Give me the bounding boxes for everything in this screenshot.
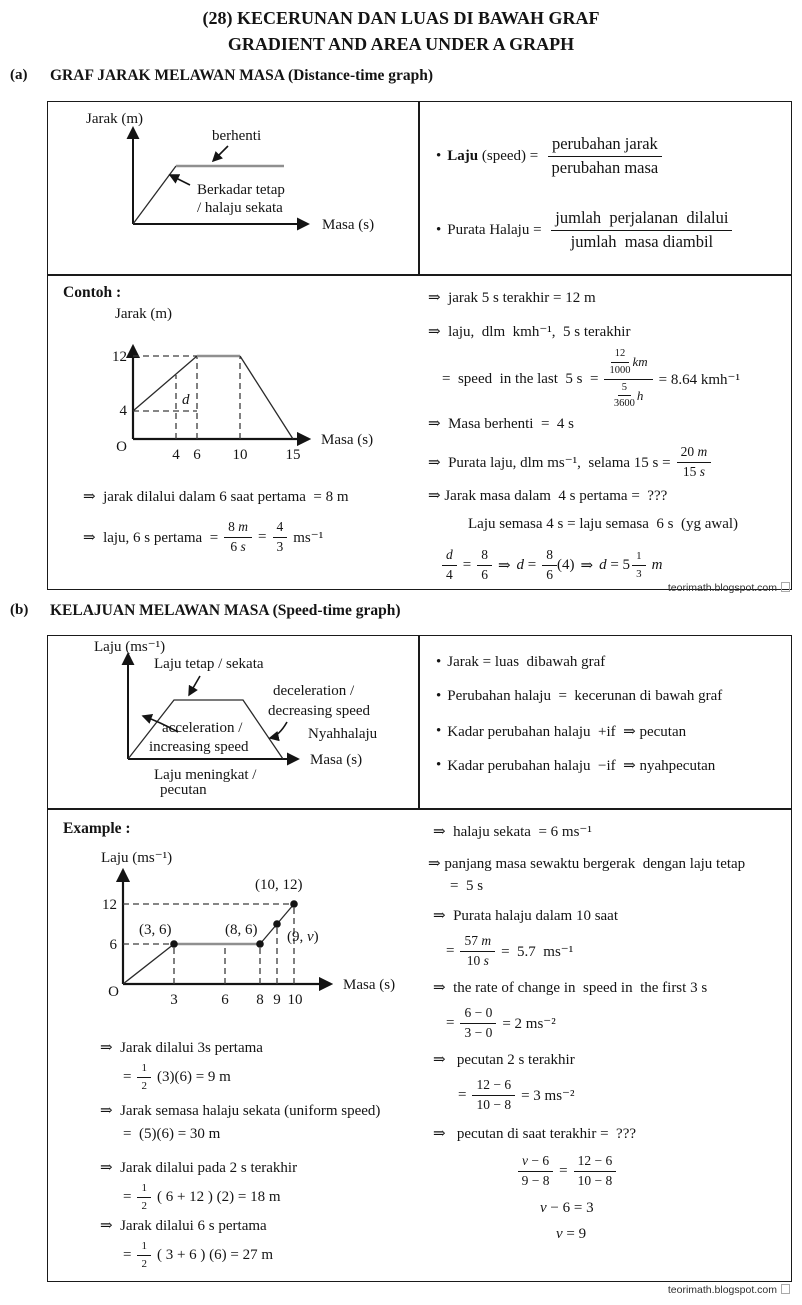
point-label-3-6: (3, 6) [139, 922, 172, 938]
origin-label: O [116, 439, 127, 455]
y-axis-label: Laju (ms⁻¹) [101, 850, 173, 866]
acceleration-label-2: increasing speed [149, 739, 249, 755]
section-b-heading: KELAJUAN MELAWAN MASA (Speed-time graph) [50, 602, 401, 619]
watermark-square-icon [781, 1284, 790, 1294]
fraction: $\frac{12 - 6}{10 - 8}$ [472, 1078, 515, 1113]
working-line: = $\frac{1}{2}$ (3)(6) = 9 m [123, 1062, 231, 1092]
page-title-line2: GRADIENT AND AREA UNDER A GRAPH [227, 34, 575, 54]
watermark: teorimath.blogspot.com [668, 1284, 790, 1296]
working-line: Laju semasa 4 s = laju semasa 6 s (yg awal) [468, 516, 739, 532]
fraction: $\frac{1}{2}$ [137, 1240, 151, 1269]
speed-formula-bold: Laju [447, 147, 479, 164]
working-line: ⇒ Purata laju, dlm ms⁻¹, selama 15 s = $\frac{20 m}{15 s}$ [428, 438, 711, 486]
table-a-vertical-divider [418, 102, 420, 274]
contoh-title: Contoh : [63, 284, 122, 301]
top-label-arrow [189, 676, 200, 695]
bullet-icon: • [436, 147, 442, 164]
x-axis-label: Masa (s) [310, 752, 363, 768]
rising-segment-1 [123, 944, 174, 984]
contoh-graph [73, 304, 453, 472]
deceleration-arrow [270, 722, 287, 738]
fraction: $\frac{6 - 0}{3 - 0}$ [460, 1006, 496, 1041]
fraction: $\frac{v - 6}{9 - 8}$ [518, 1154, 553, 1189]
fraction: $\frac{4}{3}$ [273, 520, 288, 555]
deceleration-label-1: deceleration / [273, 683, 355, 699]
d-label: d [182, 392, 190, 408]
berhenti-label: berhenti [212, 128, 262, 144]
x-tick-10: 10 [232, 447, 248, 463]
fraction: $\frac{20 m}{15 s}$ [677, 445, 712, 480]
fraction: $\frac{8}{6}$ [477, 548, 492, 583]
working-line: ⇒ jarak 5 s terakhir = 12 m [428, 290, 596, 306]
page-title-line1: (28) KECERUNAN DAN LUAS DI BAWAH GRAF [202, 8, 600, 28]
x-tick-4: 4 [172, 447, 180, 463]
fraction: $\frac{12 - 6}{10 - 8}$ [574, 1154, 617, 1189]
fraction: $\frac{57 m}{10 s}$ [460, 934, 495, 969]
table-a [47, 101, 792, 590]
section-a-label: (a) [10, 67, 28, 83]
berhenti-arrow [213, 146, 228, 161]
fraction: $\frac{1}{2}$ [137, 1062, 151, 1091]
x-tick-6: 6 [221, 992, 229, 1008]
fraction: $\frac{8 m}{6 s}$ [224, 520, 252, 555]
y-tick-12: 12 [102, 897, 117, 913]
example-graph [73, 844, 473, 1030]
y-axis-label: Jarak (m) [86, 111, 144, 127]
increasing-speed-label-1: Laju meningkat / [154, 767, 257, 783]
rising-segment [133, 166, 176, 224]
working-line: ⇒ laju, 6 s pertama = $\frac{8 m}{6 s}$ = $\frac{4}{3}$ ms⁻¹ [83, 518, 324, 554]
working-line: ⇒ laju, dlm kmh⁻¹, 5 s terakhir [428, 324, 631, 340]
working-line: ⇒ Jarak dilalui pada 2 s terakhir [100, 1160, 298, 1176]
working-line: ⇒ Masa berhenti = 4 s [428, 416, 575, 432]
example-cell [48, 808, 791, 1281]
watermark: teorimath.blogspot.com [668, 582, 790, 594]
x-tick-10: 10 [287, 992, 303, 1008]
working-line: = speed in the last 5 s = 12 1000 km 5 3600 h = 8.64 kmh⁻¹ [442, 348, 740, 410]
rule-item: • Jarak = luas dibawah graf [436, 654, 606, 670]
speed-formula-fraction: perubahan jarak perubahan masa [548, 135, 662, 176]
x-tick-9: 9 [273, 992, 281, 1008]
x-axis-label: Masa (s) [322, 217, 375, 233]
average-speed-formula [436, 200, 732, 260]
bullet-icon: • [436, 221, 442, 238]
working-line: = (5)(6) = 30 m [123, 1126, 221, 1142]
deceleration-label-2: decreasing speed [268, 703, 371, 719]
working-line: ⇒ Jarak dilalui 6 s pertama [100, 1218, 267, 1234]
average-speed-formula-fraction: jumlah perjalanan dilalui jumlah masa diambil [551, 209, 732, 250]
fraction: 1 3 [632, 550, 646, 579]
working-line: ⇒ panjang masa sewaktu bergerak dengan laju tetap [428, 856, 746, 872]
bullet-icon: • [436, 723, 442, 739]
working-line: ⇒ Jarak masa dalam 4 s pertama = ??? [428, 488, 668, 504]
origin-label: O [108, 984, 119, 1000]
rule-item: • Perubahan halaju = kecerunan di bawah graf [436, 688, 723, 704]
distance-time-sketch [50, 106, 416, 270]
fraction: $\frac{d}{4}$ [442, 548, 457, 583]
working-line: = 5 s [450, 878, 484, 894]
y-tick-4: 4 [119, 403, 127, 419]
falling-segment [240, 356, 293, 439]
working-line: ⇒ the rate of change in speed in the first 3 s [433, 980, 708, 996]
x-tick-6: 6 [193, 447, 201, 463]
x-tick-3: 3 [170, 992, 178, 1008]
x-axis-label: Masa (s) [343, 977, 396, 993]
y-axis-label: Jarak (m) [115, 306, 173, 322]
speed-time-sketch [50, 638, 433, 804]
x-tick-15: 15 [285, 447, 301, 463]
speed-formula-mid: (speed) = [478, 147, 542, 164]
rule-item: • Kadar perubahan halaju +if ⇒ pecutan [436, 723, 687, 740]
working-line: = $\frac{1}{2}$ ( 3 + 6 ) (6) = 27 m [123, 1240, 274, 1270]
y-tick-6: 6 [109, 937, 117, 953]
compound-fraction: 12 1000 km 5 3600 h [604, 348, 652, 409]
contoh-cell [48, 274, 791, 589]
bullet-icon: • [436, 688, 442, 704]
x-axis-label: Masa (s) [321, 432, 374, 448]
bullet-icon: • [436, 757, 442, 773]
x-tick-8: 8 [256, 992, 264, 1008]
working-line: = $\frac{12 - 6}{10 - 8}$ = 3 ms⁻² [458, 1076, 575, 1112]
working-line: = $\frac{1}{2}$ ( 6 + 12 ) (2) = 18 m [123, 1182, 281, 1212]
fraction: $\frac{1}{2}$ [137, 1182, 151, 1211]
working-line: = $\frac{6 - 0}{3 - 0}$ = 2 ms⁻² [446, 1004, 556, 1040]
y-axis-label: Laju (ms⁻¹) [94, 639, 166, 655]
bullet-icon: • [436, 654, 442, 670]
working-line: = $\frac{57 m}{10 s}$ = 5.7 ms⁻¹ [446, 932, 574, 968]
speed-formula [436, 126, 662, 186]
increasing-speed-label-2: pecutan [160, 782, 207, 798]
working-line: v = 9 [556, 1226, 587, 1242]
working-line: ⇒ halaju sekata = 6 ms⁻¹ [433, 824, 592, 840]
example-title: Example : [63, 820, 131, 837]
working-line: ⇒ Jarak semasa halaju sekata (uniform speed) [100, 1103, 381, 1119]
point-label-10-12: (10, 12) [255, 877, 303, 893]
working-line: ⇒ jarak dilalui dalam 6 saat pertama = 8 m [83, 489, 349, 505]
constant-speed-label: Laju tetap / sekata [154, 656, 264, 672]
point-label-9-v: (9, v) [287, 929, 319, 945]
slope-arrow [170, 175, 190, 185]
watermark-square-icon [781, 582, 790, 592]
rule-item: • Kadar perubahan halaju −if ⇒ nyahpecutan [436, 757, 716, 774]
nyahhalaju-label: Nyahhalaju [308, 726, 378, 742]
slope-label-1: Berkadar tetap [197, 182, 285, 198]
y-tick-12: 12 [112, 349, 127, 365]
working-line: ⇒ Jarak dilalui 3s pertama [100, 1040, 263, 1056]
working-line: ⇒ pecutan di saat terakhir = ??? [433, 1126, 637, 1142]
table-b [47, 635, 792, 1282]
working-line: ⇒ Purata halaju dalam 10 saat [433, 908, 619, 924]
working-line: ⇒ pecutan 2 s terakhir [433, 1052, 575, 1068]
working-line: v − 6 = 3 [540, 1200, 594, 1216]
working-line: $\frac{d}{4}$ = $\frac{8}{6}$ ⇒ d = $\frac{8}{6}$ (4) ⇒ d = 5 1 3 m [442, 542, 662, 588]
slope-label-2: / halaju sekata [197, 200, 283, 216]
acceleration-label-1: acceleration / [162, 720, 243, 736]
fraction: $\frac{8}{6}$ [542, 548, 557, 583]
point-label-8-6: (8, 6) [225, 922, 258, 938]
section-b-label: (b) [10, 602, 29, 618]
average-speed-formula-pre: Purata Halaju = [447, 221, 546, 238]
section-a-heading: GRAF JARAK MELAWAN MASA (Distance-time graph) [50, 67, 434, 84]
working-line: $\frac{v - 6}{9 - 8}$ = $\frac{12 - 6}{10 - 8}$ [518, 1148, 616, 1194]
